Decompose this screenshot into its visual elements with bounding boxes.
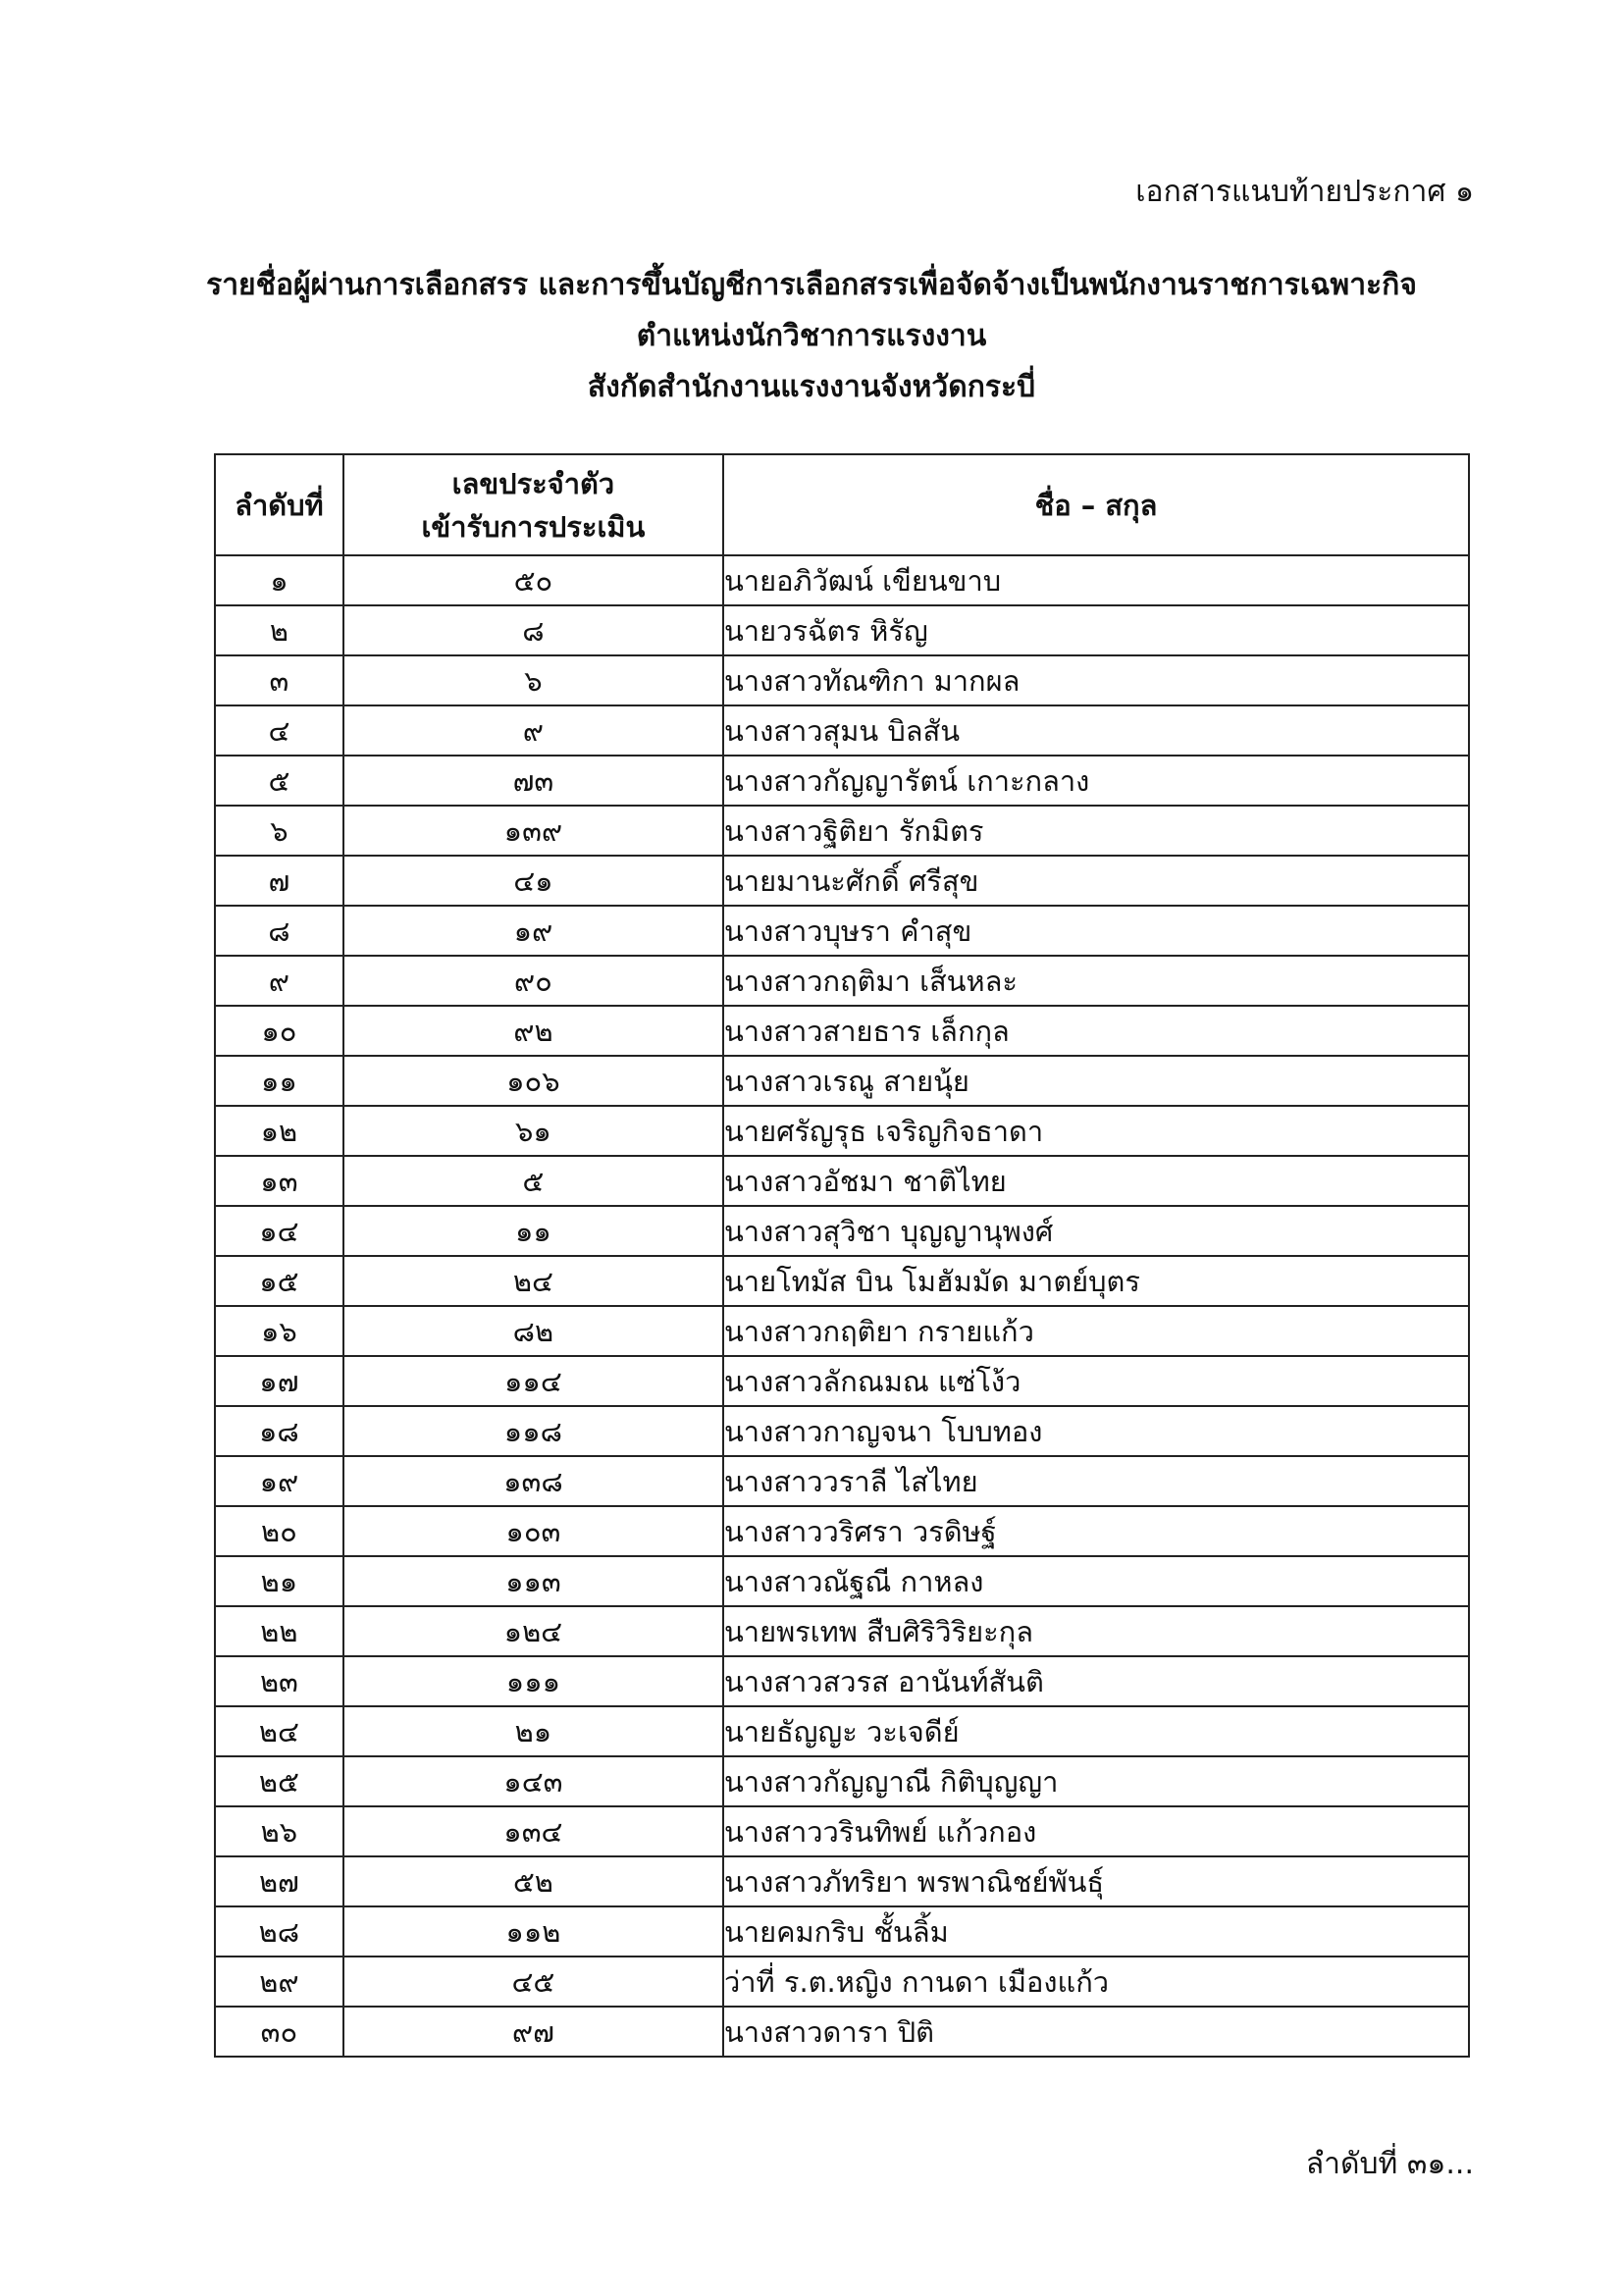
cell-name: ว่าที่ ร.ต.หญิง กานดา เมืองแก้ว (723, 1957, 1469, 2007)
cell-name: นางสาววราลี ไสไทย (723, 1456, 1469, 1506)
table-row (215, 856, 1469, 906)
cell-id: ๑๓๙ (343, 806, 723, 856)
cell-id: ๙๐ (343, 956, 723, 1006)
cell-id: ๕๐ (343, 555, 723, 605)
header-id (343, 454, 723, 555)
cell-seq: ๑๓ (215, 1156, 343, 1206)
table-row (215, 906, 1469, 956)
table-row (215, 1656, 1469, 1706)
cell-name: นางสาวกฤติมา เส็นหละ (723, 956, 1469, 1006)
cell-name: นายธัญญะ วะเจดีย์ (723, 1706, 1469, 1756)
table-row (215, 1456, 1469, 1506)
cell-id: ๑๐๖ (343, 1056, 723, 1106)
cell-id: ๘๒ (343, 1306, 723, 1356)
cell-id: ๗๓ (343, 756, 723, 806)
cell-id: ๑๙ (343, 906, 723, 956)
cell-seq: ๒๔ (215, 1706, 343, 1756)
cell-seq: ๑ (215, 555, 343, 605)
cell-seq: ๒๘ (215, 1906, 343, 1957)
cell-seq: ๑๐ (215, 1006, 343, 1056)
table-row (215, 555, 1469, 605)
cell-id: ๒๔ (343, 1256, 723, 1306)
cell-seq: ๒๐ (215, 1506, 343, 1556)
cell-name: นางสาวณัฐณี กาหลง (723, 1556, 1469, 1606)
cell-seq: ๒๒ (215, 1606, 343, 1656)
cell-name: นางสาวสุวิชา บุญญานุพงศ์ (723, 1206, 1469, 1256)
cell-id: ๑๑๑ (343, 1656, 723, 1706)
cell-seq: ๒๙ (215, 1957, 343, 2007)
cell-seq: ๑๑ (215, 1056, 343, 1106)
cell-id: ๙๒ (343, 1006, 723, 1056)
cell-seq: ๖ (215, 806, 343, 856)
cell-name: นางสาววริศรา วรดิษฐ์ (723, 1506, 1469, 1556)
table-row (215, 705, 1469, 756)
cell-name: นางสาวสายธาร เล็กกุล (723, 1006, 1469, 1056)
cell-name: นายโทมัส บิน โมฮัมมัด มาตย์บุตร (723, 1256, 1469, 1306)
table-row (215, 1906, 1469, 1957)
table-row (215, 1556, 1469, 1606)
cell-name: นางสาววรินทิพย์ แก้วกอง (723, 1806, 1469, 1856)
header-id-line-2: เข้ารับการประเมิน (421, 509, 646, 544)
table-row (215, 1856, 1469, 1906)
header-name: ชื่อ – สกุล (723, 454, 1469, 555)
cell-name: นางสาวกัญญาณี กิติบุญญา (723, 1756, 1469, 1806)
cell-seq: ๔ (215, 705, 343, 756)
cell-name: นางสาวทัณฑิกา มากผล (723, 655, 1469, 705)
table-row (215, 1506, 1469, 1556)
cell-id: ๙ (343, 705, 723, 756)
cell-id: ๑๔๓ (343, 1756, 723, 1806)
title-line-2: ตำแหน่งนักวิชาการแรงงาน (636, 319, 987, 353)
cell-name: นางสาวสวรส อานันท์สันติ (723, 1656, 1469, 1706)
cell-id: ๑๑๓ (343, 1556, 723, 1606)
table-header-row (215, 454, 1469, 555)
cell-id: ๑๑๘ (343, 1406, 723, 1456)
table-row (215, 655, 1469, 705)
header-seq: ลำดับที่ (215, 454, 343, 555)
table-row (215, 756, 1469, 806)
cell-seq: ๒๗ (215, 1856, 343, 1906)
cell-id: ๔๕ (343, 1957, 723, 2007)
table-row (215, 1106, 1469, 1156)
cell-id: ๖ (343, 655, 723, 705)
cell-seq: ๑๒ (215, 1106, 343, 1156)
cell-name: นางสาวฐิติยา รักมิตร (723, 806, 1469, 856)
header-id-line-1: เลขประจำตัว (451, 466, 615, 500)
cell-name: นางสาวสุมน บิลสัน (723, 705, 1469, 756)
cell-name: นางสาวเรณู สายนุ้ย (723, 1056, 1469, 1106)
cell-id: ๕๒ (343, 1856, 723, 1906)
cell-seq: ๓ (215, 655, 343, 705)
cell-seq: ๒๕ (215, 1756, 343, 1806)
table-row (215, 1756, 1469, 1806)
table-row (215, 1256, 1469, 1306)
continuation-note: ลำดับที่ ๓๑... (1305, 2147, 1474, 2181)
cell-seq: ๕ (215, 756, 343, 806)
cell-seq: ๑๔ (215, 1206, 343, 1256)
cell-seq: ๒ (215, 605, 343, 655)
cell-id: ๘ (343, 605, 723, 655)
cell-seq: ๒๖ (215, 1806, 343, 1856)
title-line-3: สังกัดสำนักงานแรงงานจังหวัดกระบี่ (587, 370, 1036, 404)
table-row (215, 1006, 1469, 1056)
attachment-label: เอกสารแนบท้ายประกาศ ๑ (1135, 175, 1474, 209)
table-row (215, 1056, 1469, 1106)
table-row (215, 1406, 1469, 1456)
cell-name: นายพรเทพ สืบศิริวิริยะกุล (723, 1606, 1469, 1656)
cell-id: ๑๑๒ (343, 1906, 723, 1957)
cell-name: นางสาวกฤติยา กรายแก้ว (723, 1306, 1469, 1356)
table-row (215, 605, 1469, 655)
cell-seq: ๒๓ (215, 1656, 343, 1706)
table-row (215, 1306, 1469, 1356)
cell-id: ๑๒๔ (343, 1606, 723, 1656)
table-row (215, 1206, 1469, 1256)
table-row (215, 2007, 1469, 2057)
cell-name: นางสาวดารา ปิติ (723, 2007, 1469, 2057)
cell-id: ๙๗ (343, 2007, 723, 2057)
title-line-1: รายชื่อผู้ผ่านการเลือกสรร และการขึ้นบัญชีการเลือกสรรเพื่อจัดจ้างเป็นพนักงานราชการเฉพาะกิจ (206, 268, 1417, 302)
cell-name: นายมานะศักดิ์ ศรีสุข (723, 856, 1469, 906)
cell-id: ๑๐๓ (343, 1506, 723, 1556)
cell-seq: ๑๘ (215, 1406, 343, 1456)
table-row (215, 1156, 1469, 1206)
cell-name: นางสาวกัญญารัตน์ เกาะกลาง (723, 756, 1469, 806)
document-title (0, 260, 1623, 413)
cell-seq: ๑๗ (215, 1356, 343, 1406)
cell-name: นางสาวอัชมา ชาติไทย (723, 1156, 1469, 1206)
candidate-table (214, 453, 1470, 2058)
table-row (215, 1806, 1469, 1856)
cell-id: ๒๑ (343, 1706, 723, 1756)
cell-seq: ๒๑ (215, 1556, 343, 1606)
cell-seq: ๑๖ (215, 1306, 343, 1356)
cell-seq: ๙ (215, 956, 343, 1006)
table-body (215, 555, 1469, 2057)
cell-name: นางสาวภัทริยา พรพาณิชย์พันธุ์ (723, 1856, 1469, 1906)
cell-name: นายวรฉัตร หิรัญ (723, 605, 1469, 655)
cell-id: ๑๑ (343, 1206, 723, 1256)
table-row (215, 1356, 1469, 1406)
cell-name: นางสาวลักณมณ แซ่โง้ว (723, 1356, 1469, 1406)
cell-name: นางสาวกาญจนา โบบทอง (723, 1406, 1469, 1456)
cell-id: ๑๓๘ (343, 1456, 723, 1506)
cell-seq: ๓๐ (215, 2007, 343, 2057)
cell-id: ๑๑๔ (343, 1356, 723, 1406)
cell-id: ๖๑ (343, 1106, 723, 1156)
cell-seq: ๑๕ (215, 1256, 343, 1306)
cell-name: นายศรัญรุธ เจริญกิจธาดา (723, 1106, 1469, 1156)
cell-name: นางสาวบุษรา คำสุข (723, 906, 1469, 956)
table-row (215, 806, 1469, 856)
table-row (215, 1957, 1469, 2007)
cell-seq: ๘ (215, 906, 343, 956)
table-row (215, 1606, 1469, 1656)
cell-name: นายคมกริบ ชั้นลิ้ม (723, 1906, 1469, 1957)
cell-id: ๕ (343, 1156, 723, 1206)
cell-id: ๑๓๔ (343, 1806, 723, 1856)
table-row (215, 1706, 1469, 1756)
cell-seq: ๑๙ (215, 1456, 343, 1506)
cell-id: ๔๑ (343, 856, 723, 906)
table-row (215, 956, 1469, 1006)
cell-name: นายอภิวัฒน์ เขียนขาบ (723, 555, 1469, 605)
cell-seq: ๗ (215, 856, 343, 906)
